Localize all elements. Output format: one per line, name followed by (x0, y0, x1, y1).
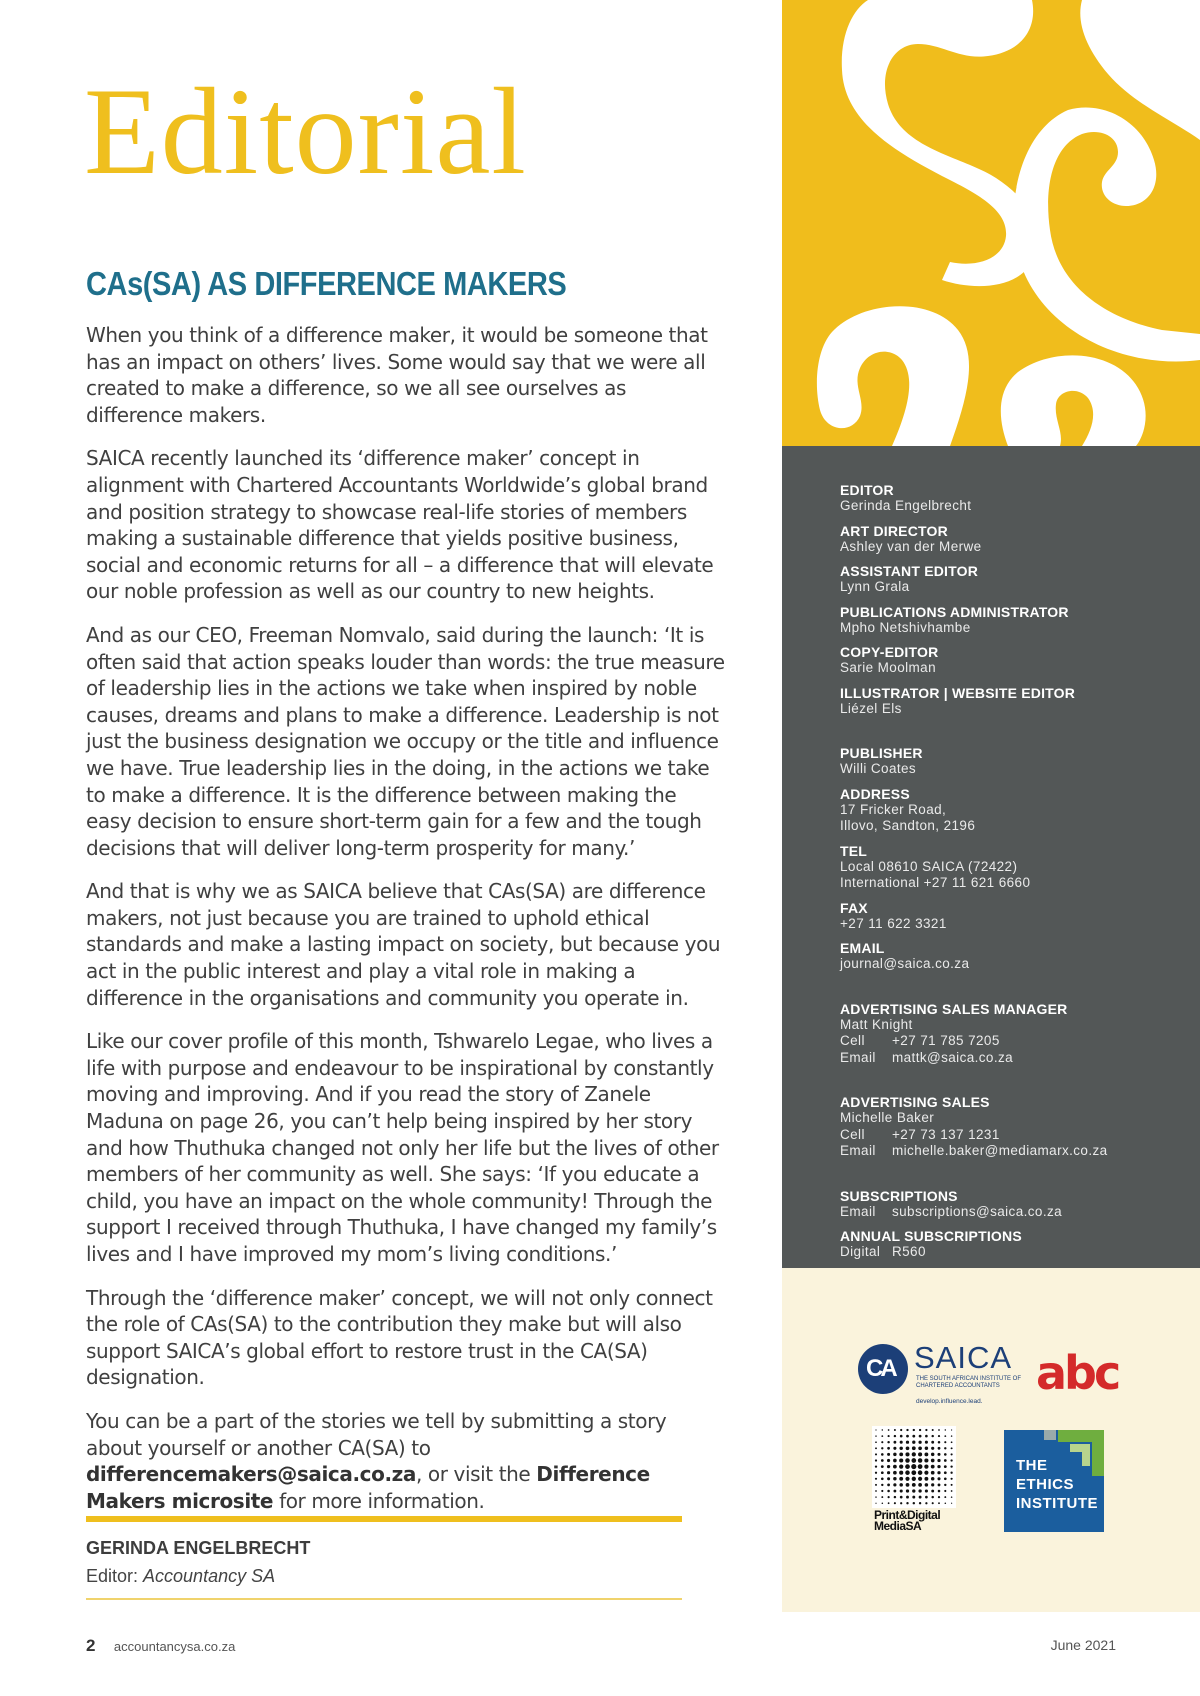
website-link[interactable]: accountancysa.co.za (113, 1639, 236, 1654)
halftone-dot (938, 1496, 940, 1498)
halftone-dot (919, 1435, 922, 1438)
article-body (86, 322, 726, 1531)
halftone-dot (881, 1496, 883, 1498)
paragraph-7-start: You can be a part of the stories we tell by submitting a story about yourself or another CA(SA) to (86, 1408, 667, 1460)
halftone-dot (887, 1477, 890, 1480)
halftone-dot (905, 1470, 910, 1475)
halftone-dot (938, 1483, 941, 1486)
halftone-dot (931, 1447, 934, 1450)
casa-monogram-graphic (782, 0, 1200, 446)
halftone-dot (888, 1502, 890, 1504)
paragraph-2: SAICA recently launched its ‘difference maker’ concept in alignment with Chartered Accountants Worldwide’s global brand and position strategy to showcase real-life stories of members making a sustainable difference that yields positive business, social and economic returns for all – a difference that will elevate our noble profession as well as our country to new heights. (86, 446, 714, 604)
cell-label: Cell (840, 1033, 865, 1048)
halftone-dot (944, 1441, 946, 1443)
halftone-dot (887, 1459, 890, 1462)
halftone-dot (937, 1453, 940, 1456)
author-role (86, 1566, 275, 1587)
email-link[interactable]: mattk@saica.co.za (892, 1049, 1014, 1065)
halftone-dot (881, 1478, 884, 1481)
halftone-dot (906, 1441, 909, 1444)
halftone-dot (931, 1490, 934, 1493)
paragraph-4: And that is why we as SAICA believe that CAs(SA) are difference makers, not just because you are trained to uphold ethical standards and make a lasting impact on society, but because you act in the public interest and play a vital role in making a difference in the organisations and community you operate in. (86, 879, 721, 1010)
saica-subtitle: THE SOUTH AFRICAN INSTITUTE OF CHARTERED ACCOUNTANTS (916, 1376, 1022, 1389)
staff-illustrator (840, 685, 1190, 718)
publication-name: Accountancy SA (143, 1566, 276, 1586)
halftone-dot (918, 1477, 922, 1481)
halftone-dot (887, 1447, 890, 1450)
halftone-dot (938, 1502, 940, 1504)
halftone-dot (912, 1483, 916, 1487)
halftone-dot (893, 1471, 897, 1475)
staff-role: ASSISTANT EDITOR (840, 563, 979, 579)
halftone-dot (938, 1447, 941, 1450)
paragraph-1: When you think of a difference maker, it would be someone that has an impact on others’ lives. Some would say that we were all created to make a difference, so we all see ourselves as difference makers. (86, 323, 708, 427)
staff-role: PUBLICATIONS ADMINISTRATOR (840, 603, 1069, 620)
staff-art-director (840, 523, 1190, 556)
staff-assistant-editor (840, 563, 1190, 596)
halftone-dot (931, 1477, 935, 1481)
halftone-dot (906, 1429, 908, 1431)
halftone-dot (900, 1496, 903, 1499)
halftone-dot (931, 1483, 934, 1486)
halftone-dot (894, 1429, 896, 1431)
halftone-dot (875, 1478, 877, 1480)
halftone-dot (875, 1472, 877, 1474)
microsite-link[interactable]: Difference Makers microsite (86, 1462, 650, 1513)
staff-value: 17 Fricker Road, (840, 801, 947, 817)
halftone-dot (951, 1447, 953, 1449)
halftone-dot (881, 1453, 884, 1456)
halftone-dot (925, 1496, 928, 1499)
halftone-dot (899, 1458, 903, 1462)
halftone-dot (924, 1458, 928, 1462)
halftone-dot (893, 1465, 897, 1469)
staff-publisher (840, 745, 1190, 778)
halftone-dot (894, 1435, 896, 1437)
email-label: Email (840, 1049, 876, 1065)
halftone-dot (887, 1441, 889, 1443)
halftone-dot (912, 1441, 915, 1444)
halftone-dot (950, 1459, 952, 1461)
halftone-dot (887, 1465, 890, 1468)
contact-email (840, 940, 1190, 973)
halftone-dot (875, 1429, 876, 1430)
staff-role: EDITOR (840, 482, 894, 498)
staff-cell (840, 1127, 1190, 1144)
halftone-dot (925, 1483, 929, 1487)
halftone-dot (912, 1496, 915, 1499)
ethics-wordmark (1016, 1456, 1098, 1513)
halftone-dot (899, 1471, 903, 1475)
print-digital-media-logo (872, 1426, 956, 1532)
halftone-dot (951, 1490, 953, 1492)
cell-label: Cell (840, 1126, 865, 1142)
staff-value: Mpho Netshivhambe (840, 619, 971, 635)
halftone-dot (888, 1496, 890, 1498)
halftone-dot (881, 1490, 883, 1492)
issue-date: June 2021 (1050, 1637, 1116, 1653)
cell-number: +27 73 137 1231 (892, 1126, 1000, 1142)
halftone-dot (918, 1452, 922, 1456)
staff-role: TEL (840, 842, 868, 859)
halftone-dot (893, 1477, 896, 1480)
halftone-dot (894, 1441, 897, 1444)
cell-number: +27 71 785 7205 (892, 1033, 1000, 1048)
staff-value: Local 08610 SAICA (72422) (840, 858, 1018, 874)
halftone-dot (937, 1465, 940, 1468)
halftone-dot (951, 1435, 952, 1436)
partners-panel (782, 1268, 1200, 1612)
halftone-dot (894, 1502, 896, 1504)
halftone-dot (881, 1484, 883, 1486)
halftone-dot (906, 1489, 909, 1492)
halftone-dot (875, 1453, 877, 1455)
ethics-line-1: THE (1016, 1457, 1048, 1474)
halftone-dot (919, 1429, 921, 1431)
staff-value: Illovo, Sandton, 2196 (840, 818, 976, 833)
staff-role: ILLUSTRATOR | WEBSITE EDITOR (840, 684, 1076, 701)
halftone-dot (931, 1441, 934, 1444)
halftone-dot (918, 1470, 923, 1475)
halftone-dot (937, 1477, 940, 1480)
halftone-dot (912, 1477, 916, 1481)
halftone-dot (918, 1489, 921, 1492)
brand-panel (782, 0, 1200, 446)
halftone-dot (875, 1441, 877, 1443)
halftone-dot (906, 1435, 909, 1438)
staff-value: Sarie Moolman (840, 660, 936, 675)
contact-tel (840, 843, 1190, 892)
staff-cell (840, 1033, 1190, 1050)
halftone-dot (881, 1465, 884, 1468)
paragraph-3: And as our CEO, Freeman Nomvalo, said during the launch: ‘It is often said that action speaks louder than words: the true measure of leadership lies in the actions we take when inspired by noble causes, dreams and plans to make a difference. Leadership is not just the business designation we occupy or the title and influence we have. True leadership lies in the doing, in the actions we take to make a difference. It is the difference between making the easy decision to ensure short-term gain for a few and the tough decisions that will deliver long-term prosperity for many.’ (86, 622, 725, 860)
halftone-icon (872, 1426, 956, 1508)
halftone-dot (918, 1441, 921, 1444)
contact-address (840, 786, 1190, 835)
halftone-dot (882, 1502, 884, 1504)
saica-emblem-mark: CA (866, 1355, 895, 1382)
halftone-dot (919, 1502, 921, 1504)
halftone-dot (951, 1484, 953, 1486)
halftone-dot (925, 1447, 928, 1450)
staff-value: Gerinda Engelbrecht (840, 498, 972, 513)
staff-ad-sales-manager (840, 1001, 1190, 1067)
halftone-dot (924, 1477, 928, 1481)
staff-role: PUBLISHER (840, 745, 923, 761)
halftone-dot (945, 1429, 946, 1430)
halftone-dot (893, 1453, 896, 1456)
staff-email (840, 1050, 1190, 1067)
halftone-dot (938, 1441, 941, 1444)
halftone-dot (875, 1503, 876, 1504)
halftone-dot (944, 1453, 947, 1456)
halftone-dot (913, 1429, 915, 1431)
halftone-dot (906, 1496, 909, 1499)
halftone-dot (899, 1452, 903, 1456)
halftone-dot (911, 1464, 916, 1469)
staff-list (840, 482, 1190, 1269)
article-headline: CAs(SA) AS DIFFERENCE MAKERS (86, 265, 567, 302)
halftone-dot (950, 1472, 952, 1474)
halftone-dot (905, 1464, 910, 1469)
staff-role: ADVERTISING SALES MANAGER (840, 1000, 1068, 1017)
email-link[interactable]: subscriptions@saica.co.za (892, 1203, 1063, 1219)
staff-role: ART DIRECTOR (840, 522, 948, 539)
paragraph-6: Through the ‘difference maker’ concept, we will not only connect the role of CAs(SA) to the contribution they make but will also support SAICA’s global effort to restore trust in the CA(SA) designation. (86, 1285, 713, 1390)
halftone-dot (938, 1435, 940, 1437)
halftone-dot (932, 1429, 934, 1431)
halftone-dot (944, 1496, 946, 1498)
halftone-dot (900, 1429, 902, 1431)
halftone-dot (888, 1429, 890, 1431)
halftone-dot (881, 1459, 884, 1462)
halftone-dot (924, 1452, 928, 1456)
paragraph-7-end: for more information. (273, 1488, 485, 1513)
halftone-dot (913, 1502, 915, 1504)
email-label: Email (840, 1143, 876, 1158)
halftone-dot (951, 1429, 952, 1430)
price-value: R560 (892, 1244, 926, 1259)
halftone-dot (881, 1471, 884, 1474)
halftone-dot (951, 1496, 953, 1498)
halftone-dot (944, 1435, 946, 1437)
paragraph-7-mid: , or visit the (416, 1462, 537, 1487)
staff-value: +27 11 622 3321 (840, 915, 947, 931)
halftone-dot (875, 1447, 877, 1449)
halftone-dot (911, 1458, 916, 1463)
staff-role: FAX (840, 899, 868, 916)
halftone-dot (944, 1465, 947, 1468)
halftone-dot (925, 1502, 927, 1504)
halftone-dot (918, 1458, 923, 1463)
halftone-dot (900, 1489, 903, 1492)
halftone-dot (951, 1478, 953, 1480)
halftone-dot (950, 1465, 952, 1467)
email-link[interactable]: michelle.baker@mediamarx.co.za (892, 1143, 1108, 1158)
contact-email-link[interactable]: journal@saica.co.za (840, 956, 970, 971)
halftone-dot (875, 1435, 876, 1436)
staff-value: Matt Knight (840, 1016, 913, 1032)
halftone-dot (944, 1459, 947, 1462)
halftone-dot (944, 1471, 947, 1474)
halftone-dot (905, 1477, 909, 1481)
halftone-dot (918, 1464, 923, 1469)
halftone-dot (875, 1465, 877, 1467)
halftone-dot (912, 1446, 916, 1450)
submission-email-link[interactable]: differencemakers@saica.co.za (86, 1462, 416, 1487)
pdm-wordmark (874, 1510, 940, 1532)
section-title: Editorial (84, 63, 527, 200)
saica-tagline: develop.influence.lead. (916, 1398, 983, 1405)
ethics-institute-logo (1004, 1430, 1104, 1532)
halftone-dot (925, 1441, 928, 1444)
halftone-dot (887, 1471, 890, 1474)
halftone-dot (944, 1484, 946, 1486)
abc-wordmark: abc (1036, 1346, 1119, 1400)
halftone-dot (906, 1483, 910, 1487)
staff-role: ADVERTISING SALES (840, 1094, 990, 1110)
staff-value: Liézel Els (840, 700, 902, 716)
halftone-dot (900, 1435, 903, 1438)
contact-fax (840, 900, 1190, 933)
footer-left (86, 1636, 235, 1656)
halftone-dot (881, 1441, 883, 1443)
halftone-dot (919, 1496, 922, 1499)
halftone-dot (931, 1435, 933, 1437)
halftone-dot (900, 1502, 902, 1504)
halftone-dot (887, 1453, 890, 1456)
halftone-dot (912, 1452, 916, 1456)
ethics-line-2: ETHICS (1016, 1476, 1075, 1493)
staff-value: Willi Coates (840, 761, 917, 776)
halftone-dot (931, 1459, 935, 1463)
annual-subscriptions (840, 1228, 1190, 1261)
signoff-divider (86, 1516, 682, 1522)
paragraph-7 (86, 1408, 726, 1514)
halftone-dot (893, 1447, 896, 1450)
halftone-dot (918, 1483, 922, 1487)
staff-value: Ashley van der Merwe (840, 538, 982, 554)
staff-copy-editor (840, 644, 1190, 677)
halftone-dot (925, 1429, 927, 1431)
saica-wordmark: SAICA (914, 1340, 1013, 1375)
halftone-dot (924, 1471, 928, 1475)
halftone-dot (925, 1435, 928, 1438)
halftone-dot (899, 1447, 902, 1450)
halftone-dot (912, 1489, 915, 1492)
staff-email (840, 1204, 1190, 1221)
halftone-dot (924, 1464, 928, 1468)
halftone-dot (894, 1496, 896, 1498)
ethics-line-3: INSTITUTE (1016, 1495, 1098, 1512)
pdm-line-2: MediaSA (874, 1519, 922, 1533)
halftone-dot (905, 1458, 910, 1463)
halftone-dot (912, 1435, 915, 1438)
halftone-dot (944, 1477, 947, 1480)
halftone-dot (931, 1465, 935, 1469)
halftone-dot (944, 1490, 946, 1492)
staff-value: Lynn Grala (840, 579, 910, 594)
author-name: GERINDA ENGELBRECHT (86, 1538, 311, 1558)
halftone-dot (911, 1470, 916, 1475)
staff-role: ADDRESS (840, 785, 910, 802)
halftone-dot (951, 1503, 952, 1504)
halftone-dot (945, 1502, 947, 1504)
halftone-dot (937, 1471, 940, 1474)
staff-email (840, 1143, 1190, 1160)
price-label: Digital (840, 1244, 881, 1259)
halftone-dot (893, 1483, 896, 1486)
halftone-dot (875, 1490, 877, 1492)
halftone-dot (938, 1490, 941, 1493)
halftone-dot (881, 1447, 883, 1449)
halftone-dot (938, 1429, 940, 1431)
staff-role: COPY-EDITOR (840, 644, 939, 660)
halftone-dot (899, 1483, 903, 1487)
halftone-dot (882, 1429, 883, 1430)
author-role-prefix: Editor: (86, 1566, 144, 1586)
halftone-dot (937, 1459, 940, 1462)
footer-divider (86, 1598, 682, 1600)
saica-logo (858, 1340, 1028, 1408)
halftone-dot (906, 1502, 908, 1504)
halftone-dot (951, 1441, 953, 1443)
halftone-dot (925, 1489, 928, 1492)
email-label: Email (840, 1203, 876, 1219)
saica-emblem-icon (858, 1344, 908, 1394)
halftone-dot (893, 1490, 896, 1493)
staff-publications-admin (840, 604, 1190, 637)
halftone-dot (944, 1447, 946, 1449)
halftone-dot (906, 1446, 910, 1450)
staff-value: Michelle Baker (840, 1110, 935, 1125)
halftone-dot (875, 1484, 877, 1486)
halftone-dot (899, 1477, 903, 1481)
staff-role: ANNUAL SUBSCRIPTIONS (840, 1228, 1022, 1244)
halftone-dot (881, 1435, 883, 1437)
halftone-dot (887, 1484, 890, 1487)
subscriptions (840, 1188, 1190, 1221)
paragraph-5: Like our cover profile of this month, Tshwarelo Legae, who lives a life with purpose and endeavour to be inspirational by constantly moving and improving. And if you read the story of Zanele Maduna on page 26, you can’t help being inspired by her story and how Thuthuka changed not only her life but the lives of other members of her community as well. She says: ‘If you educate a child, you have an impact on the whole community! Through the support I received through Thuthuka, I have changed my family’s lives and I have improved my mom’s living conditions.’ (86, 1029, 719, 1266)
halftone-dot (887, 1490, 890, 1493)
halftone-dot (931, 1471, 935, 1475)
halftone-dot (918, 1446, 922, 1450)
halftone-dot (931, 1453, 934, 1456)
halftone-dot (893, 1459, 897, 1463)
halftone-dot (900, 1441, 903, 1444)
staff-editor (840, 482, 1190, 515)
halftone-dot (932, 1502, 934, 1504)
abc-logo (1036, 1346, 1128, 1402)
staff-role: EMAIL (840, 940, 885, 956)
halftone-dot (931, 1496, 933, 1498)
subscription-price (840, 1244, 1190, 1261)
halftone-dot (888, 1435, 890, 1437)
staff-value: International +27 11 621 6660 (840, 875, 1031, 890)
pdm-line-1: Print&Digital (874, 1508, 941, 1522)
halftone-dot (951, 1453, 953, 1455)
halftone-dot (899, 1464, 903, 1468)
staff-role: SUBSCRIPTIONS (840, 1187, 958, 1204)
staff-ad-sales (840, 1094, 1190, 1160)
page-number: 2 (86, 1636, 96, 1655)
halftone-dot (875, 1496, 876, 1497)
halftone-dot (875, 1459, 877, 1461)
halftone-dot (905, 1452, 909, 1456)
